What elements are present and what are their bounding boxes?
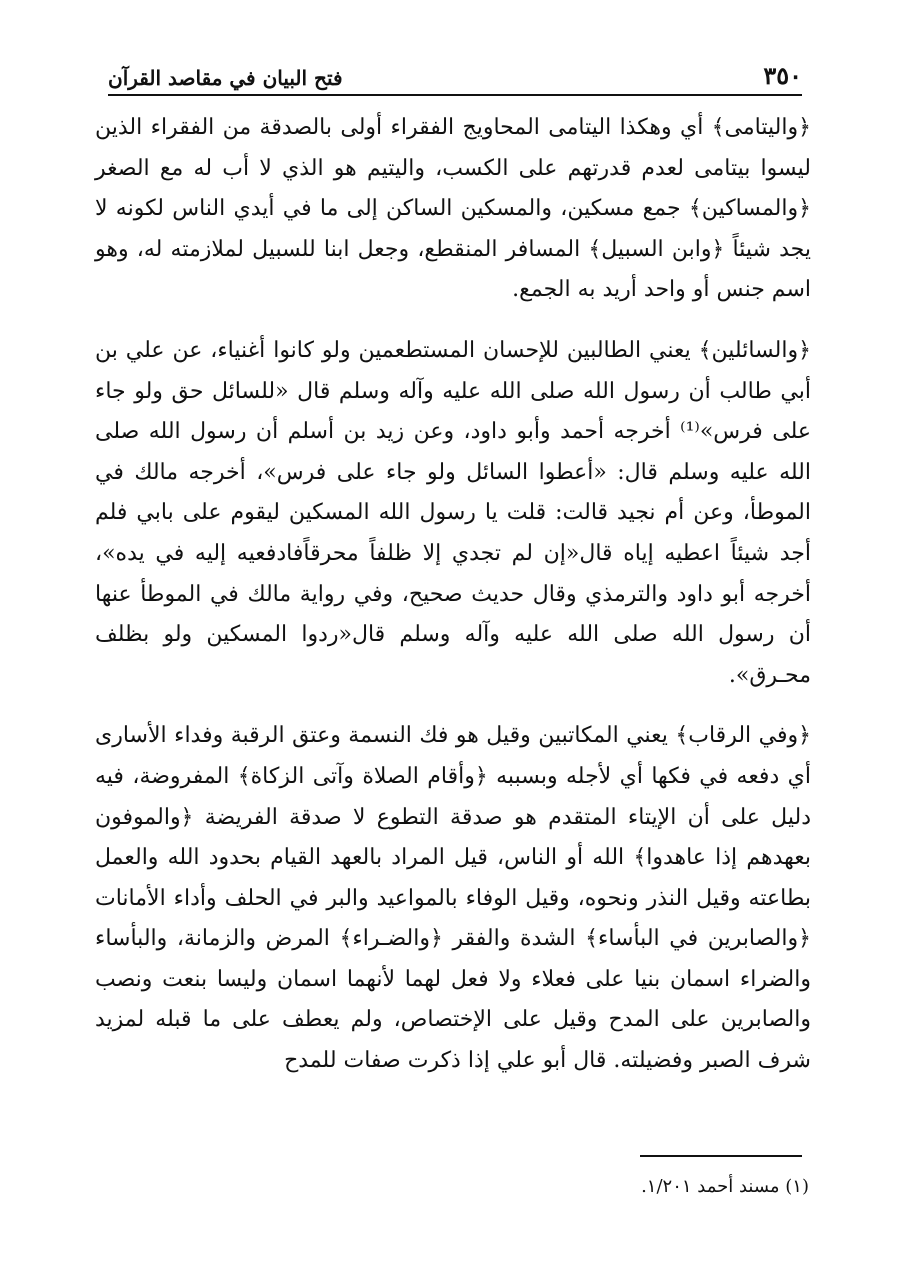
running-title: فتح البيان في مقاصد القرآن (108, 66, 343, 90)
footnote: (١) مسند أحمد ١/٢٠١. (641, 1176, 809, 1197)
page-number: ٣٥٠ (763, 61, 802, 90)
paragraph-askers: ﴿والسائلين﴾ يعني الطالبين للإحسان المستطعمين ولو كانوا أغنياء، عن علي بن أبي طالب أن رسول الله صلى الله عليه وآله وسلم قال «للسائل حق ولو جاء على فرس»⁽¹⁾ أخرجه أحمد وأبو داود، وعن زيد بن أسلم أن رسول الله صلى الله عليه وسلم قال: «أعطوا السائل ولو جاء على فرس»، أخرجه مالك في الموطأ، وعن أم نجيد قالت: قلت يا رسول الله المسكين ليقوم على بابي فلم أجد شيئاً اعطيه إياه قال«إن لم تجدي إلا ظلفاً محرقاًفادفعيه إليه في يده»، أخرجه أبو داود والترمذي وقال حديث صحيح، وفي رواية مالك في الموطأ عنها أن رسول الله صلى الله عليه وآله وسلم قال«ردوا المسكين ولو بظلف محـرق». (95, 337, 811, 688)
page-header (108, 52, 802, 96)
body-text (95, 108, 811, 1082)
paragraph-slaves: ﴿وفي الرقاب﴾ يعني المكاتبين وقيل هو فك النسمة وعتق الرقبة وفداء الأسارى أي دفعه في فكها أي لأجله وبسببه ﴿وأقام الصلاة وآتى الزكاة﴾ المفروضة، فيه دليل على أن الإيتاء المتقدم هو صدقة التطوع لا صدقة الفريضة ﴿والموفون بعهدهم إذا عاهدوا﴾ الله أو الناس، قيل المراد بالعهد القيام بحدود الله والعمل بطاعته وقيل النذر ونحوه، وقيل الوفاء بالمواعيد والبر في الحلف وأداء الأمانات ﴿والصابرين في البأساء﴾ الشدة والفقر ﴿والضـراء﴾ المرض والزمانة، والبأساء والضراء اسمان بنيا على فعلاء ولا فعل لهما لأنهما اسمان وليسا بنعت ونصب والصابرين على المدح وقيل على الإختصاص، ولم يعطف على ما قبله لمزيد شرف الصبر وفضيلته. قال أبو علي إذا ذكرت صفات للمدح (95, 723, 811, 1074)
paragraph-orphans: ﴿واليتامى﴾ أي وهكذا اليتامى المحاويج الفقراء أولى بالصدقة من الفقراء الذين ليسوا بيتامى لعدم قدرتهم على الكسب، واليتيم هو الذي لا أب له مع الصغر ﴿والمساكين﴾ جمع مسكين، والمسكين الساكن إلى ما في أيدي الناس لكونه لا يجد شيئاً ﴿وابن السبيل﴾ المسافر المنقطع، وجعل ابنا للسبيل لملازمته له، وهو اسم جنس أو واحد أريد به الجمع. (95, 115, 811, 303)
footnote-divider (640, 1155, 802, 1157)
